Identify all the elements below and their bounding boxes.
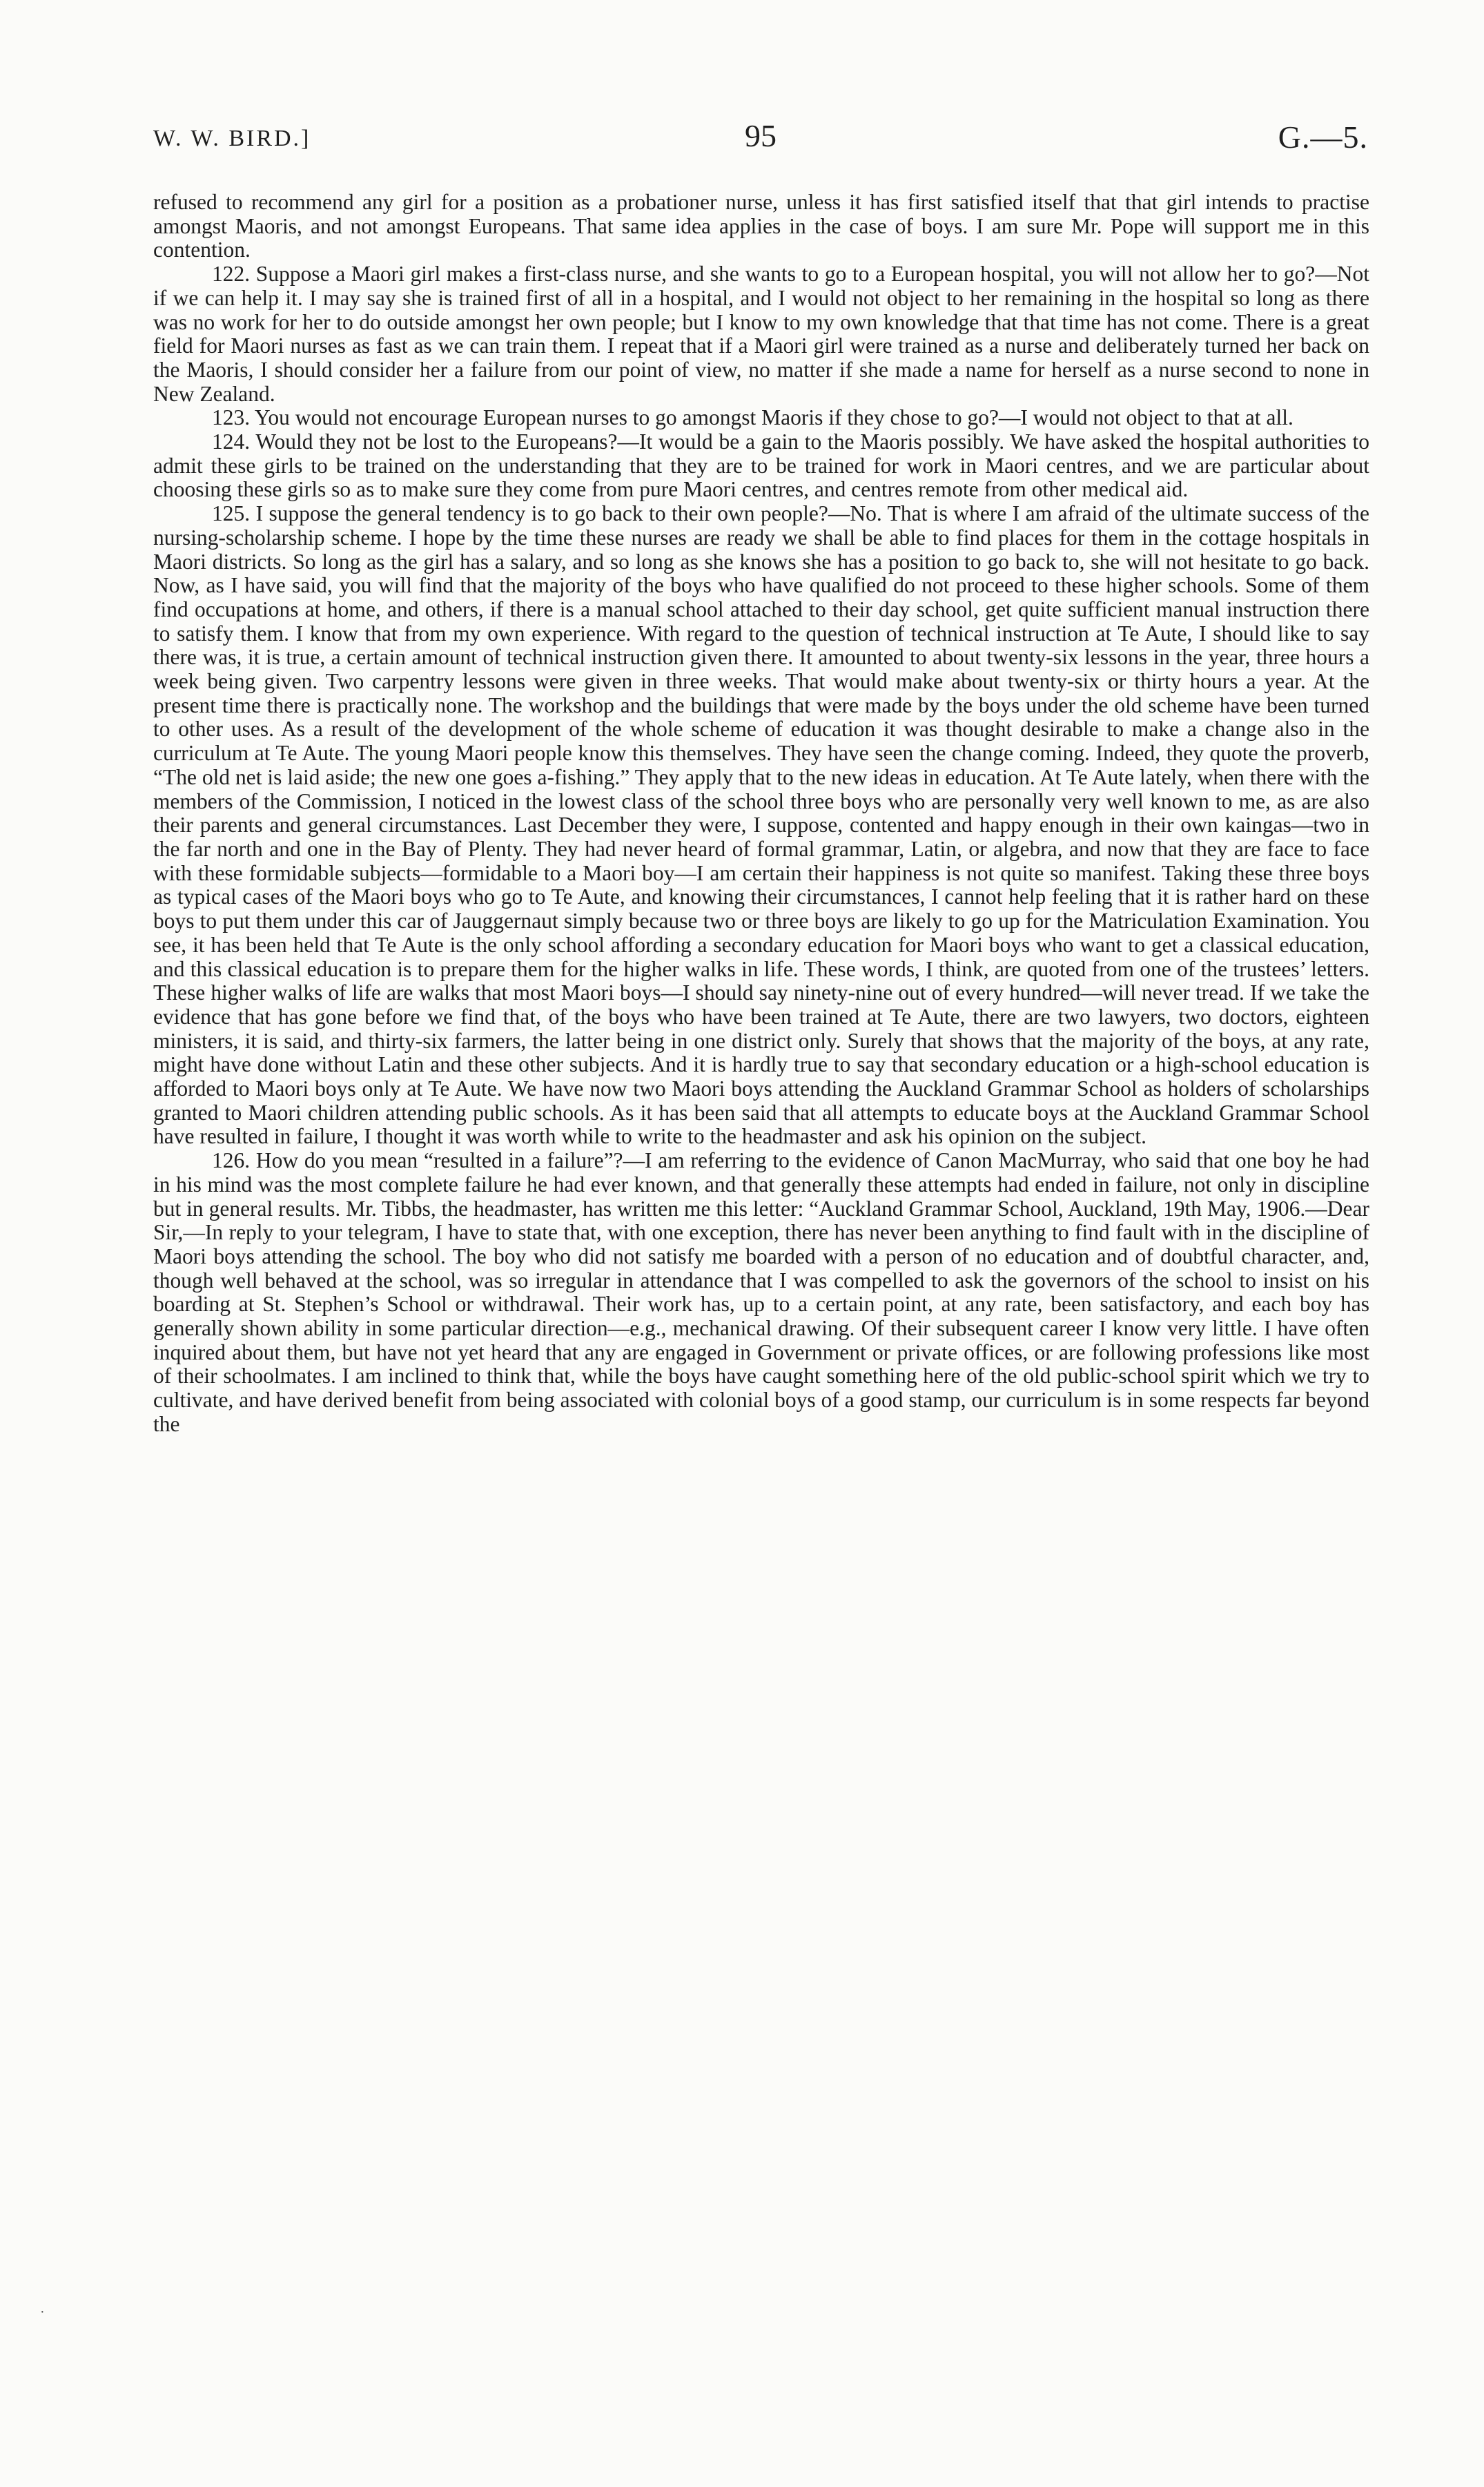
page-number: 95 <box>745 118 777 153</box>
paragraph-question-124: 124. Would they not be lost to the Europeans?—It would be a gain to the Maoris possibly. We have asked the hospital authorities to admit these girls to be trained on the understanding that they are to be trained for work in Maori centres, and we are particular about choosing these girls so as to make sure they come from pure Maori centres, and centres remote from other medical aid. <box>153 429 1369 502</box>
paragraph-continuation: refused to recommend any girl for a position as a probationer nurse, unless it has first satisfied itself that that girl intends to practise amongst Maoris, and not amongst Europeans. That same idea applies in the case of boys. I am sure Mr. Pope will support me in this contention. <box>153 190 1369 262</box>
paragraph-question-123: 123. You would not encourage European nurses to go amongst Maoris if they chose to go?—I would not object to that at all. <box>212 405 1293 430</box>
header-document-code: G.—5. <box>1278 119 1368 155</box>
paragraph-question-122: 122. Suppose a Maori girl makes a first-class nurse, and she wants to go to a European hospital, you will not allow her to go?—Not if we can help it. I may say she is trained first of all in a hospital, and I would not object to her remaining in the hospital so long as there was no work for her to do outside amongst her own people; but I know to my own knowledge that that time has not come. There is a great field for Maori nurses as fast as we can train them. I repeat that if a Maori girl were trained as a nurse and deliberately turned her back on the Maoris, I should consider her a failure from our point of view, no matter if she made a name for herself as a nurse second to none in New Zealand. <box>153 262 1369 406</box>
header-witness-name: W. W. BIRD.] <box>153 126 311 151</box>
paragraph-question-126: 126. How do you mean “resulted in a failure”?—I am referring to the evidence of Canon MacMurray, who said that one boy he had in his mind was the most complete failure he had ever known, and that generally these attempts had ended in failure, not only in discipline but in general results. Mr. Tibbs, the headmaster, has written me this letter: “Auckland Grammar School, Auckland, 19th May, 1906.—Dear Sir,—In reply to your telegram, I have to state that, with one exception, there has never been anything to find fault with in the discipline of Maori boys attending the school. The boy who did not satisfy me boarded with a person of no education and of doubtful character, and, though well behaved at the school, was so irregular in attendance that I was compelled to ask the governors of the school to insist on his boarding at St. Stephen’s School or withdrawal. Their work has, up to a certain point, at any rate, been satisfactory, and each boy has generally shown ability in some particular direction—e.g., mechanical drawing. Of their subsequent career I know very little. I have often inquired about them, but have not yet heard that any are engaged in Government or private offices, or are following professions like most of their schoolmates. I am inclined to think that, while the boys have caught something here of the old public-school spirit which we try to cultivate, and have derived benefit from being associated with colonial boys of a good stamp, our curriculum is in some respects far beyond the <box>153 1148 1369 1436</box>
paragraph-question-125: 125. I suppose the general tendency is to go back to their own people?—No. That is where I am afraid of the ultimate success of the nursing-scholarship scheme. I hope by the time these nurses are ready we shall be able to find places for them in the cottage hospitals in Maori districts. So long as the girl has a salary, and so long as she knows she has a position to go back to, she will not hesitate to go back. Now, as I have said, you will find that the majority of the boys who have qualified do not proceed to these higher schools. Some of them find occupations at home, and others, if there is a manual school attached to their day school, get quite sufficient manual instruction there to satisfy them. I know that from my own experience. With regard to the question of technical instruction at Te Aute, I should like to say there was, it is true, a certain amount of technical instruction given there. It amounted to about twenty-six lessons in the year, three hours a week being given. Two carpentry lessons were given in three weeks. That would make about twenty-six or thirty hours a year. At the present time there is practically none. The workshop and the buildings that were made by the boys under the old scheme have been turned to other uses. As a result of the development of the whole scheme of education it was thought desirable to make a change also in the curriculum at Te Aute. The young Maori people know this themselves. They have seen the change coming. Indeed, they quote the proverb, “The old net is laid aside; the new one goes a-fishing.” They apply that to the new ideas in education. At Te Aute lately, when there with the members of the Commission, I noticed in the lowest class of the school three boys who are personally very well known to me, as are also their parents and general circumstances. Last December they were, I suppose, contented and happy enough in their own kaingas—two in the far north and one in the Bay of Plenty. They had never heard of formal grammar, Latin, or algebra, and now that they are face to face with these formidable subjects—formidable to a Maori boy—I am certain their happiness is not quite so manifest. Taking these three boys as typical cases of the Maori boys who go to Te Aute, and knowing their circumstances, I cannot help feeling that it is rather hard on these boys to put them under this car of Jauggernaut simply because two or three boys are likely to go up for the Matriculation Examination. You see, it has been held that Te Aute is the only school affording a secondary education for Maori boys who want to get a classical education, and this classical education is to prepare them for the higher walks in life. These words, I think, are quoted from one of the trustees’ letters. These higher walks of life are walks that most Maori boys—I should say ninety-nine out of every hundred—will never tread. If we take the evidence that has gone before we find that, of the boys who have been trained at Te Aute, there are two lawyers, two doctors, eighteen ministers, it is said, and thirty-six farmers, the latter being in one district only. Surely that shows that the majority of the boys, at any rate, might have done without Latin and these other subjects. And it is hardly true to say that secondary education or a high-school education is afforded to Maori boys only at Te Aute. We have now two Maori boys attending the Auckland Grammar School as holders of scholarships granted to Maori children attending public schools. As it has been said that all attempts to educate boys at the Auckland Grammar School have resulted in failure, I thought it was worth while to write to the headmaster and ask his opinion on the subject. <box>153 501 1369 1149</box>
page-body <box>153 191 1369 1437</box>
running-header <box>153 117 1368 166</box>
margin-speck: · <box>40 2305 45 2320</box>
